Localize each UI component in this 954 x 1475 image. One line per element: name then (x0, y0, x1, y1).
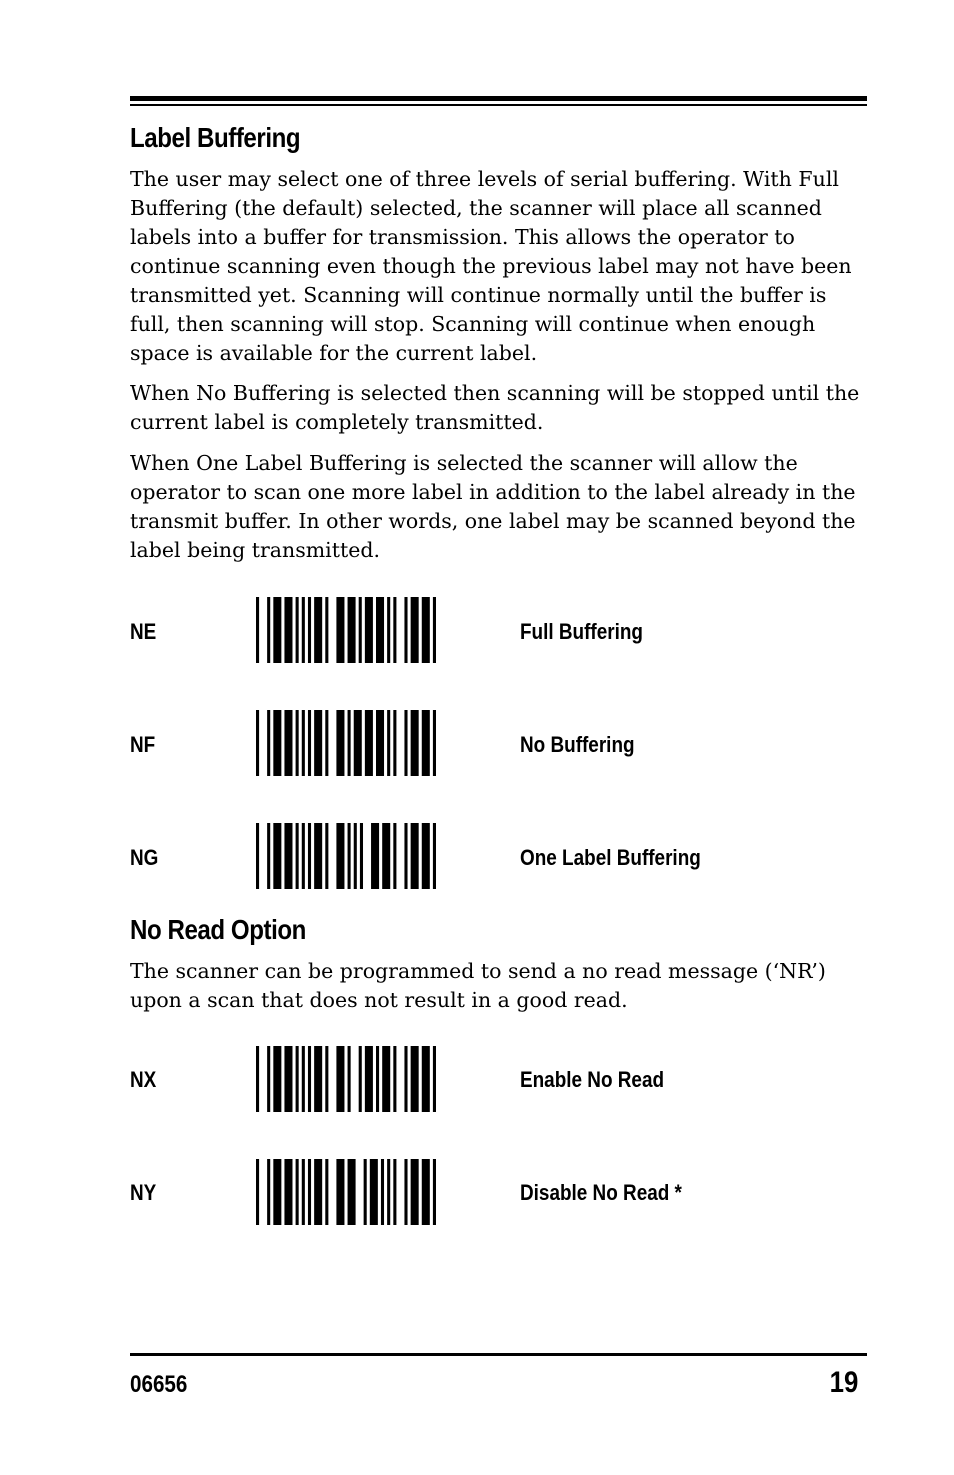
barcode-bar (354, 710, 362, 776)
label-full-buffering: Full Buffering (520, 619, 643, 644)
barcode-bar (302, 1046, 305, 1112)
barcode-bar (382, 1046, 390, 1112)
barcode-bar (370, 1159, 378, 1225)
barcode-bar (267, 1159, 270, 1225)
barcode-bar (422, 823, 430, 889)
barcode-bar (267, 597, 270, 663)
barcode-bar (364, 1159, 367, 1225)
barcode-bar (302, 1159, 305, 1225)
barcode-bar (336, 823, 344, 889)
barcode-bar (393, 823, 396, 889)
barcode-bar (302, 710, 305, 776)
barcode-bar (422, 710, 430, 776)
barcode-bar (393, 1159, 396, 1225)
barcode-bar (296, 597, 299, 663)
barcode-bar (325, 710, 328, 776)
barcode-bar (296, 823, 299, 889)
barcode-bar (360, 823, 363, 889)
barcode-bar (314, 597, 322, 663)
barcode-bar (284, 597, 292, 663)
barcode-bar (314, 823, 322, 889)
barcode-bar (273, 597, 281, 663)
barcode-bar (273, 823, 281, 889)
barcode-bar (348, 1159, 356, 1225)
barcode-bar (404, 597, 407, 663)
barcode-bar (404, 710, 407, 776)
barcode-bar (348, 710, 351, 776)
barcode-bar (273, 1046, 281, 1112)
code-ng: NG (130, 845, 159, 870)
barcode-bar (308, 710, 311, 776)
barcode-nx[interactable] (256, 1046, 436, 1112)
barcode-bar (284, 823, 292, 889)
barcode-bar (381, 1159, 384, 1225)
barcode-bar (387, 597, 390, 663)
barcode-bar (256, 1046, 259, 1112)
barcode-bar (325, 1159, 328, 1225)
barcode-bar (376, 710, 384, 776)
barcode-ne[interactable] (256, 597, 436, 663)
barcode-bar (359, 597, 362, 663)
barcode-bar (325, 597, 328, 663)
paragraph-no-read: The scanner can be programmed to send a no read message (‘NR’) upon a scan that does not result in a good read. (130, 959, 826, 1012)
barcode-bar (376, 597, 384, 663)
barcode-bar (336, 1159, 344, 1225)
barcode-bar (256, 1159, 259, 1225)
barcode-bar (314, 1159, 322, 1225)
barcode-bar (256, 710, 259, 776)
barcode-bar (273, 710, 281, 776)
header-rule-thin (130, 104, 867, 106)
barcode-bar (308, 1046, 311, 1112)
section-title-no-read-option: No Read Option (130, 914, 306, 945)
barcode-bar (296, 1046, 299, 1112)
label-one-label-buffering: One Label Buffering (520, 845, 701, 870)
barcode-bar (422, 1046, 430, 1112)
barcode-bar (296, 1159, 299, 1225)
barcode-bar (387, 710, 390, 776)
barcode-bar (393, 597, 396, 663)
barcode-bar (325, 823, 328, 889)
barcode-bar (411, 1046, 419, 1112)
barcode-bar (433, 1046, 436, 1112)
paragraph-buffering-intro: The user may select one of three levels of serial buffering. With Full Buffering (the default) selected, the scanner will place all scanned labels into a buffer for transmission. This allows the operator to continue scanning even though the previous label may not have been transmitted yet. Scanning will continue normally until the buffer is full, then scanning will stop. Scanning will continue when enough space is available for the current label. (130, 167, 852, 365)
barcode-bar (387, 1159, 390, 1225)
label-disable-no-read: Disable No Read * (520, 1180, 682, 1205)
paragraph-no-buffering: When No Buffering is selected then scanning will be stopped until the current label is completely transmitted. (130, 381, 860, 434)
barcode-bar (256, 597, 259, 663)
barcode-bar (256, 823, 259, 889)
barcode-bar (284, 710, 292, 776)
barcode-bar (393, 1046, 396, 1112)
barcode-bar (404, 1046, 407, 1112)
barcode-bar (411, 1159, 419, 1225)
barcode-bar (314, 710, 322, 776)
barcode-ny[interactable] (256, 1159, 436, 1225)
barcode-bar (336, 1046, 344, 1112)
barcode-bar (411, 597, 419, 663)
barcode-bar (273, 1159, 281, 1225)
label-enable-no-read: Enable No Read (520, 1067, 665, 1092)
barcode-ng[interactable] (256, 823, 436, 889)
barcode-bar (308, 1159, 311, 1225)
barcode-bar (376, 1046, 379, 1112)
barcode-nf[interactable] (256, 710, 436, 776)
barcode-bar (348, 823, 351, 889)
barcode-bar (325, 1046, 328, 1112)
barcode-bar (371, 823, 379, 889)
barcode-bar (411, 823, 419, 889)
barcode-bar (302, 823, 305, 889)
page-number: 19 (829, 1366, 858, 1399)
barcode-bar (267, 823, 270, 889)
barcode-bar (382, 823, 390, 889)
barcode-bar (296, 710, 299, 776)
barcode-bar (365, 597, 373, 663)
barcode-bar (314, 1046, 322, 1112)
barcode-bar (433, 823, 436, 889)
barcode-bar (433, 597, 436, 663)
barcode-bar (411, 710, 419, 776)
barcode-bar (308, 597, 311, 663)
barcode-bar (284, 1159, 292, 1225)
code-ne: NE (130, 619, 157, 644)
barcode-bar (336, 597, 344, 663)
barcode-bar (336, 710, 344, 776)
barcode-bar (422, 1159, 430, 1225)
barcode-bar (267, 1046, 270, 1112)
barcode-bar (359, 1046, 362, 1112)
header-rule-thick (130, 96, 867, 101)
code-nx: NX (130, 1067, 157, 1092)
barcode-bar (354, 823, 357, 889)
paragraph-one-label-buffering: When One Label Buffering is selected the scanner will allow the operator to scan one more label in addition to the label already in the transmit buffer. In other words, one label may be scanned beyond the label being transmitted. (130, 451, 856, 562)
barcode-bar (308, 823, 311, 889)
barcode-bar (348, 597, 356, 663)
barcode-bar (348, 1046, 351, 1112)
barcode-bar (302, 597, 305, 663)
barcode-bar (404, 823, 407, 889)
barcode-bar (267, 710, 270, 776)
footer-rule (130, 1353, 867, 1356)
barcode-bar (393, 710, 396, 776)
barcode-bar (422, 597, 430, 663)
code-ny: NY (130, 1180, 157, 1205)
barcode-bar (365, 710, 373, 776)
barcode-bar (404, 1159, 407, 1225)
label-no-buffering: No Buffering (520, 732, 635, 757)
barcode-bar (284, 1046, 292, 1112)
document-number: 06656 (130, 1371, 188, 1398)
section-title-label-buffering: Label Buffering (130, 122, 301, 153)
barcode-bar (433, 710, 436, 776)
code-nf: NF (130, 732, 156, 757)
barcode-bar (365, 1046, 373, 1112)
barcode-bar (433, 1159, 436, 1225)
